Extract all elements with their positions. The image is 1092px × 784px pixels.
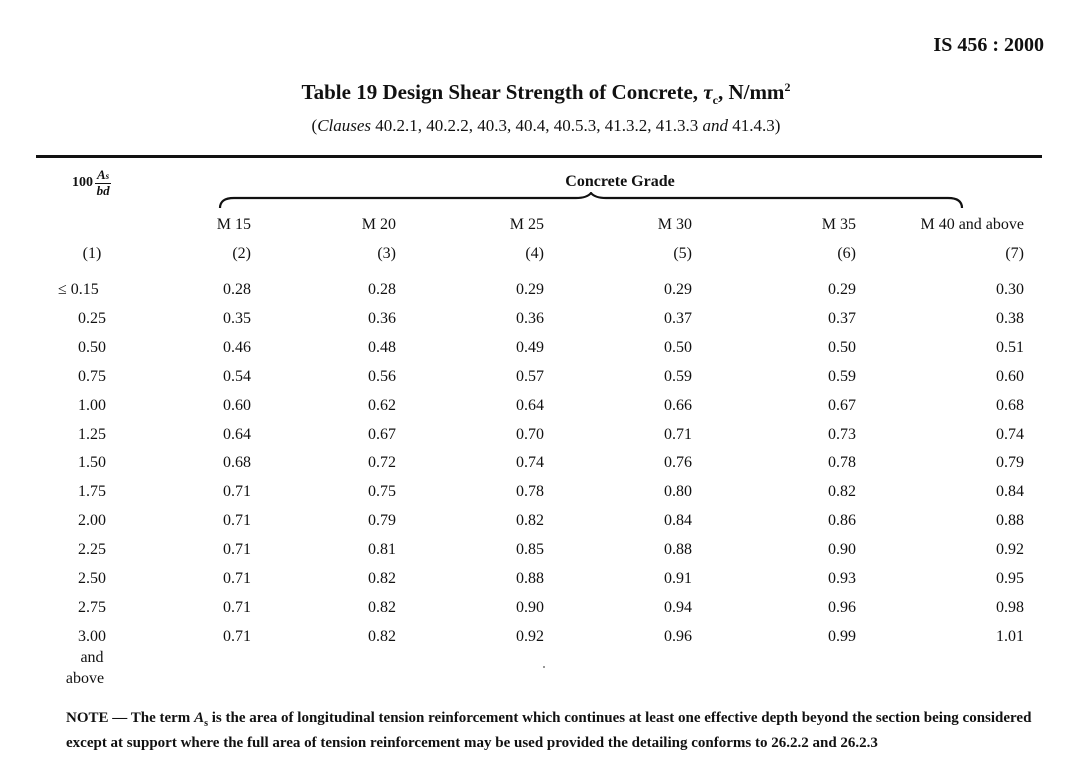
row-8-ratio: 1.75	[78, 483, 106, 500]
cell-row-10-col-2: 0.71	[223, 541, 251, 558]
cell-row-3-col-3: 0.48	[368, 339, 396, 356]
row-9-ratio: 2.00	[78, 512, 106, 529]
clauses-last: 41.4.3)	[732, 116, 781, 135]
cell-row-12-col-3: 0.82	[368, 599, 396, 616]
grade-header-4: M 25	[509, 216, 544, 233]
cell-row-1-col-2: 0.28	[223, 281, 251, 298]
cell-row-8-col-3: 0.75	[368, 483, 396, 500]
cell-row-4-col-6: 0.59	[828, 368, 856, 385]
cell-row-2-col-2: 0.35	[223, 310, 251, 327]
cell-row-9-col-2: 0.71	[223, 512, 251, 529]
cell-row-5-col-5: 0.66	[664, 397, 692, 414]
column-number-1: (1)	[82, 245, 102, 262]
cell-row-4-col-3: 0.56	[368, 368, 396, 385]
cell-row-1-col-5: 0.29	[664, 281, 692, 298]
cell-row-5-col-4: 0.64	[516, 397, 544, 414]
column-number-2: (2)	[232, 245, 251, 262]
cell-row-2-col-5: 0.37	[664, 310, 692, 327]
cell-row-4-col-5: 0.59	[664, 368, 692, 385]
cell-row-2-col-7: 0.38	[996, 310, 1024, 327]
cell-row-7-col-6: 0.78	[828, 454, 856, 471]
cell-row-2-col-6: 0.37	[828, 310, 856, 327]
cell-row-7-col-7: 0.79	[996, 454, 1024, 471]
tau-subscript: c	[712, 93, 718, 108]
column-number-7: (7)	[1005, 245, 1024, 262]
cell-row-10-col-4: 0.85	[516, 541, 544, 558]
clause-references	[0, 116, 1092, 136]
cell-row-9-col-4: 0.82	[516, 512, 544, 529]
cell-row-6-col-2: 0.64	[223, 426, 251, 443]
cell-row-8-col-4: 0.78	[516, 483, 544, 500]
ratio-numerator: As	[97, 167, 110, 182]
cell-row-11-col-5: 0.91	[664, 570, 692, 587]
row-1-ratio: ≤ 0.15	[58, 281, 99, 298]
cell-row-8-col-2: 0.71	[223, 483, 251, 500]
table-title	[0, 80, 1092, 108]
cell-row-13-col-4: 0.92	[516, 628, 544, 645]
cell-row-3-col-5: 0.50	[664, 339, 692, 356]
note-symbol-sub: s	[204, 718, 208, 729]
row-7-ratio: 1.50	[78, 454, 106, 471]
cell-row-11-col-7: 0.95	[996, 570, 1024, 587]
cell-row-8-col-6: 0.82	[828, 483, 856, 500]
cell-row-12-col-6: 0.96	[828, 599, 856, 616]
row-4-ratio: 0.75	[78, 368, 106, 385]
clauses-and: and	[702, 116, 729, 135]
cell-row-6-col-4: 0.70	[516, 426, 544, 443]
cell-row-12-col-4: 0.90	[516, 599, 544, 616]
cell-row-1-col-4: 0.29	[516, 281, 544, 298]
row-5-ratio: 1.00	[78, 397, 106, 414]
cell-row-13-col-5: 0.96	[664, 628, 692, 645]
cell-row-11-col-2: 0.71	[223, 570, 251, 587]
clauses-open: (	[311, 116, 318, 135]
row-13-ratio: 3.00	[78, 628, 106, 645]
cell-row-9-col-7: 0.88	[996, 512, 1024, 529]
cell-row-4-col-4: 0.57	[516, 368, 544, 385]
row-10-ratio: 2.25	[78, 541, 106, 558]
cell-row-11-col-6: 0.93	[828, 570, 856, 587]
ratio-denominator: bd	[96, 183, 110, 198]
grade-brace	[218, 192, 964, 210]
row-12-ratio: 2.75	[78, 599, 106, 616]
cell-row-6-col-5: 0.71	[664, 426, 692, 443]
cell-row-3-col-4: 0.49	[516, 339, 544, 356]
unit-power: 2	[784, 80, 791, 94]
cell-row-11-col-4: 0.88	[516, 570, 544, 587]
cell-row-3-col-7: 0.51	[996, 339, 1024, 356]
cell-row-5-col-7: 0.68	[996, 397, 1024, 414]
table-note	[66, 709, 1048, 752]
grade-header-2: M 15	[216, 216, 251, 233]
grade-header-7: M 40 and above	[920, 216, 1024, 233]
row-6-ratio: 1.25	[78, 426, 106, 443]
cell-row-6-col-3: 0.67	[368, 426, 396, 443]
cell-row-1-col-3: 0.28	[368, 281, 396, 298]
cell-row-8-col-5: 0.80	[664, 483, 692, 500]
cell-row-5-col-6: 0.67	[828, 397, 856, 414]
cell-row-9-col-3: 0.79	[368, 512, 396, 529]
note-ref-1: 26.2.2	[771, 734, 809, 751]
cell-row-5-col-3: 0.62	[368, 397, 396, 414]
cell-row-13-col-2: 0.71	[223, 628, 251, 645]
cell-row-6-col-6: 0.73	[828, 426, 856, 443]
note-mid: and	[812, 734, 837, 751]
note-lead: NOTE — The term	[66, 710, 191, 726]
row-2-ratio: 0.25	[78, 310, 106, 327]
cell-row-13-col-6: 0.99	[828, 628, 856, 645]
row-13-ratio-line3: above	[65, 670, 105, 687]
cell-row-9-col-5: 0.84	[664, 512, 692, 529]
grade-header-5: M 30	[657, 216, 692, 233]
column-number-4: (4)	[525, 245, 544, 262]
cell-row-1-col-7: 0.30	[996, 281, 1024, 298]
cell-row-4-col-7: 0.60	[996, 368, 1024, 385]
column-number-5: (5)	[673, 245, 692, 262]
title-unit: , N/mm	[717, 80, 785, 104]
cell-row-10-col-6: 0.90	[828, 541, 856, 558]
column-number-6: (6)	[837, 245, 856, 262]
cell-row-6-col-7: 0.74	[996, 426, 1024, 443]
row-3-ratio: 0.50	[78, 339, 106, 356]
cell-row-7-col-4: 0.74	[516, 454, 544, 471]
cell-row-7-col-2: 0.68	[223, 454, 251, 471]
grade-header-3: M 20	[361, 216, 396, 233]
cell-row-10-col-3: 0.81	[368, 541, 396, 558]
cell-row-12-col-5: 0.94	[664, 599, 692, 616]
ratio-prefix: 100	[72, 175, 93, 190]
cell-row-10-col-5: 0.88	[664, 541, 692, 558]
cell-row-12-col-7: 0.98	[996, 599, 1024, 616]
column-number-3: (3)	[377, 245, 396, 262]
cell-row-1-col-6: 0.29	[828, 281, 856, 298]
cell-row-12-col-2: 0.71	[223, 599, 251, 616]
ratio-fraction	[95, 168, 111, 198]
clauses-list: 40.2.1, 40.2.2, 40.3, 40.4, 40.5.3, 41.3.2, 41.3.3	[375, 116, 699, 135]
cell-row-13-col-7: 1.01	[996, 628, 1024, 645]
standard-reference: IS 456 : 2000	[933, 34, 1044, 56]
cell-row-5-col-2: 0.60	[223, 397, 251, 414]
reinforcement-ratio-header	[72, 168, 111, 198]
concrete-grade-header: Concrete Grade	[565, 173, 675, 190]
note-body: is the area of longitudinal tension reinforcement which continues at least one effective depth beyond the section being considered except at support where the full area of tension reinforcement may be used provided the detailing conforms to	[66, 710, 1032, 751]
cell-row-13-col-3: 0.82	[368, 628, 396, 645]
cell-row-11-col-3: 0.82	[368, 570, 396, 587]
cell-row-7-col-5: 0.76	[664, 454, 692, 471]
top-rule	[36, 155, 1042, 158]
row-13-ratio-line2: and	[80, 649, 104, 666]
row-11-ratio: 2.50	[78, 570, 106, 587]
cell-row-3-col-2: 0.46	[223, 339, 251, 356]
clauses-word: Clauses	[317, 116, 372, 135]
cell-row-2-col-3: 0.36	[368, 310, 396, 327]
cell-row-9-col-6: 0.86	[828, 512, 856, 529]
cell-row-3-col-6: 0.50	[828, 339, 856, 356]
note-ref-2: 26.2.3	[840, 734, 878, 751]
title-text: Table 19 Design Shear Strength of Concrete,	[301, 80, 699, 104]
cell-row-10-col-7: 0.92	[996, 541, 1024, 558]
tau-symbol: τ	[703, 80, 713, 104]
grade-header-6: M 35	[821, 216, 856, 233]
cell-row-4-col-2: 0.54	[223, 368, 251, 385]
cell-row-2-col-4: 0.36	[516, 310, 544, 327]
cell-row-8-col-7: 0.84	[996, 483, 1024, 500]
note-symbol: A	[194, 710, 205, 726]
scan-speck	[543, 666, 545, 668]
cell-row-7-col-3: 0.72	[368, 454, 396, 471]
